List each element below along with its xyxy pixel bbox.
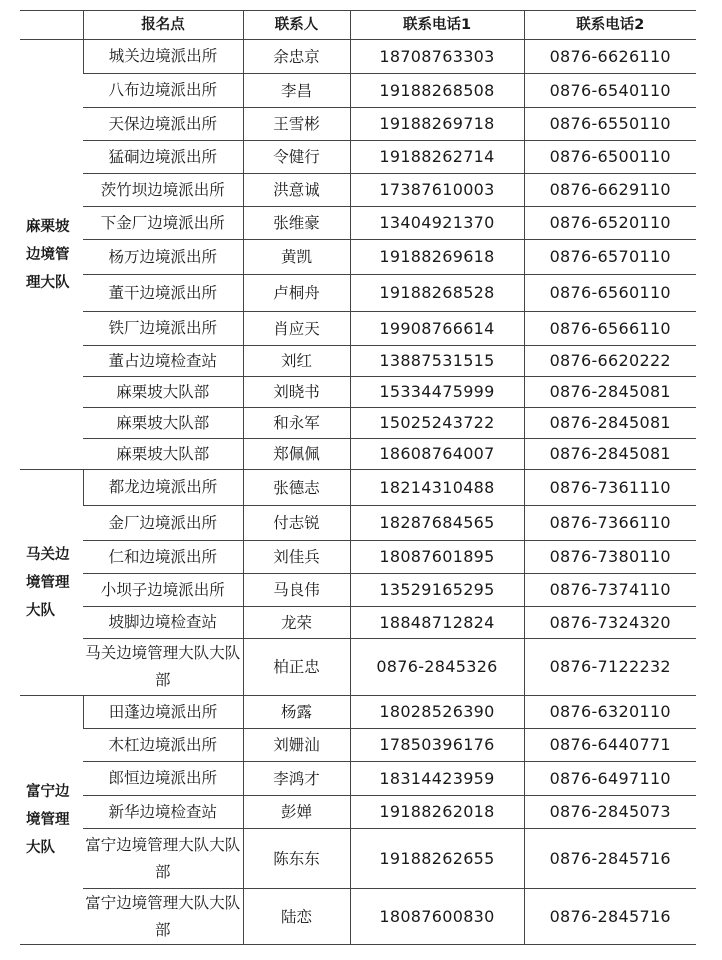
point-cell: 铁厂边境派出所	[83, 312, 243, 346]
phone2-cell: 0876-6620222	[524, 346, 696, 377]
table-row	[20, 696, 696, 729]
phone1-cell: 17387610003	[350, 174, 524, 207]
contact-table	[20, 10, 696, 945]
point-cell: 麻栗坡大队部	[83, 377, 243, 408]
contact-cell: 陆恋	[243, 889, 350, 945]
phone1-cell: 18708763303	[350, 40, 524, 74]
phone2-cell: 0876-7324320	[524, 607, 696, 639]
table-row	[20, 574, 696, 607]
phone2-cell: 0876-7361110	[524, 470, 696, 506]
table-row	[20, 729, 696, 762]
phone2-cell: 0876-6540110	[524, 74, 696, 108]
point-cell: 小坝子边境派出所	[83, 574, 243, 607]
phone2-cell: 0876-6500110	[524, 141, 696, 174]
phone2-cell: 0876-2845081	[524, 408, 696, 439]
contact-cell: 张德志	[243, 470, 350, 506]
table-body	[20, 40, 696, 945]
contact-cell: 洪意诚	[243, 174, 350, 207]
table-row	[20, 141, 696, 174]
header-row	[20, 11, 696, 40]
point-cell: 董占边境检查站	[83, 346, 243, 377]
table-row	[20, 607, 696, 639]
phone1-cell: 18028526390	[350, 696, 524, 729]
table-row	[20, 40, 696, 74]
phone2-cell: 0876-6566110	[524, 312, 696, 346]
phone1-cell: 19188269618	[350, 240, 524, 275]
header-phone2: 联系电话2	[524, 11, 696, 40]
phone1-cell: 18087600830	[350, 889, 524, 945]
contact-cell: 彭婵	[243, 796, 350, 829]
table-row	[20, 240, 696, 275]
phone2-cell: 0876-2845716	[524, 829, 696, 889]
phone2-cell: 0876-6626110	[524, 40, 696, 74]
point-cell: 天保边境派出所	[83, 108, 243, 141]
phone1-cell: 18848712824	[350, 607, 524, 639]
point-cell: 麻栗坡大队部	[83, 439, 243, 470]
table-row	[20, 346, 696, 377]
contact-cell: 刘姗汕	[243, 729, 350, 762]
group-name: 麻栗坡边境管理大队	[20, 40, 83, 470]
point-cell: 田蓬边境派出所	[83, 696, 243, 729]
phone1-cell: 0876-2845326	[350, 639, 524, 696]
table-row	[20, 470, 696, 506]
contact-cell: 余忠京	[243, 40, 350, 74]
contact-cell: 卢桐舟	[243, 275, 350, 312]
point-cell: 新华边境检查站	[83, 796, 243, 829]
header-point: 报名点	[83, 11, 243, 40]
table-row	[20, 439, 696, 470]
phone1-cell: 18087601895	[350, 541, 524, 574]
phone2-cell: 0876-2845073	[524, 796, 696, 829]
contact-cell: 令健行	[243, 141, 350, 174]
phone1-cell: 17850396176	[350, 729, 524, 762]
point-cell: 富宁边境管理大队大队部	[83, 829, 243, 889]
contact-cell: 张维豪	[243, 207, 350, 240]
contact-cell: 杨露	[243, 696, 350, 729]
phone2-cell: 0876-2845716	[524, 889, 696, 945]
contact-cell: 刘红	[243, 346, 350, 377]
contact-cell: 马良伟	[243, 574, 350, 607]
contact-cell: 柏正忠	[243, 639, 350, 696]
point-cell: 仁和边境派出所	[83, 541, 243, 574]
phone1-cell: 19188268508	[350, 74, 524, 108]
contact-cell: 郑佩佩	[243, 439, 350, 470]
phone2-cell: 0876-6560110	[524, 275, 696, 312]
point-cell: 城关边境派出所	[83, 40, 243, 74]
contact-cell: 李昌	[243, 74, 350, 108]
table-row	[20, 408, 696, 439]
point-cell: 马关边境管理大队大队部	[83, 639, 243, 696]
phone2-cell: 0876-7122232	[524, 639, 696, 696]
phone2-cell: 0876-7366110	[524, 506, 696, 541]
phone1-cell: 19188262655	[350, 829, 524, 889]
point-cell: 木杠边境派出所	[83, 729, 243, 762]
phone1-cell: 19188262714	[350, 141, 524, 174]
point-cell: 麻栗坡大队部	[83, 408, 243, 439]
table-row	[20, 312, 696, 346]
point-cell: 杨万边境派出所	[83, 240, 243, 275]
phone2-cell: 0876-7374110	[524, 574, 696, 607]
point-cell: 董干边境派出所	[83, 275, 243, 312]
phone1-cell: 18214310488	[350, 470, 524, 506]
phone2-cell: 0876-6550110	[524, 108, 696, 141]
point-cell: 富宁边境管理大队大队部	[83, 889, 243, 945]
contact-cell: 王雪彬	[243, 108, 350, 141]
contact-cell: 黄凯	[243, 240, 350, 275]
phone1-cell: 18287684565	[350, 506, 524, 541]
point-cell: 金厂边境派出所	[83, 506, 243, 541]
point-cell: 下金厂边境派出所	[83, 207, 243, 240]
phone2-cell: 0876-6440771	[524, 729, 696, 762]
point-cell: 八布边境派出所	[83, 74, 243, 108]
phone2-cell: 0876-6520110	[524, 207, 696, 240]
phone2-cell: 0876-6497110	[524, 762, 696, 796]
table-row	[20, 74, 696, 108]
phone1-cell: 15025243722	[350, 408, 524, 439]
contact-cell: 李鸿才	[243, 762, 350, 796]
header-phone1: 联系电话1	[350, 11, 524, 40]
phone1-cell: 19188262018	[350, 796, 524, 829]
phone2-cell: 0876-6570110	[524, 240, 696, 275]
header-group	[20, 11, 83, 40]
phone2-cell: 0876-2845081	[524, 439, 696, 470]
table-row	[20, 762, 696, 796]
phone1-cell: 13404921370	[350, 207, 524, 240]
contact-cell: 陈东东	[243, 829, 350, 889]
phone2-cell: 0876-6320110	[524, 696, 696, 729]
table-row	[20, 829, 696, 889]
phone2-cell: 0876-6629110	[524, 174, 696, 207]
table-row	[20, 207, 696, 240]
phone1-cell: 18608764007	[350, 439, 524, 470]
phone1-cell: 13887531515	[350, 346, 524, 377]
table-row	[20, 506, 696, 541]
group-name: 富宁边境管理大队	[20, 696, 83, 945]
phone1-cell: 19188268528	[350, 275, 524, 312]
contact-cell: 和永军	[243, 408, 350, 439]
table-row	[20, 377, 696, 408]
contact-cell: 肖应天	[243, 312, 350, 346]
contact-cell: 付志锐	[243, 506, 350, 541]
point-cell: 猛硐边境派出所	[83, 141, 243, 174]
header-contact: 联系人	[243, 11, 350, 40]
phone1-cell: 18314423959	[350, 762, 524, 796]
contact-cell: 刘晓书	[243, 377, 350, 408]
phone1-cell: 19188269718	[350, 108, 524, 141]
point-cell: 都龙边境派出所	[83, 470, 243, 506]
table-row	[20, 889, 696, 945]
phone2-cell: 0876-2845081	[524, 377, 696, 408]
table-row	[20, 174, 696, 207]
point-cell: 茨竹坝边境派出所	[83, 174, 243, 207]
contact-cell: 龙荣	[243, 607, 350, 639]
table-row	[20, 275, 696, 312]
table-row	[20, 796, 696, 829]
phone1-cell: 19908766614	[350, 312, 524, 346]
group-name: 马关边境管理大队	[20, 470, 83, 696]
point-cell: 坡脚边境检查站	[83, 607, 243, 639]
phone2-cell: 0876-7380110	[524, 541, 696, 574]
contact-cell: 刘佳兵	[243, 541, 350, 574]
phone1-cell: 13529165295	[350, 574, 524, 607]
table-row	[20, 639, 696, 696]
phone1-cell: 15334475999	[350, 377, 524, 408]
point-cell: 郎恒边境派出所	[83, 762, 243, 796]
table-row	[20, 108, 696, 141]
table-row	[20, 541, 696, 574]
